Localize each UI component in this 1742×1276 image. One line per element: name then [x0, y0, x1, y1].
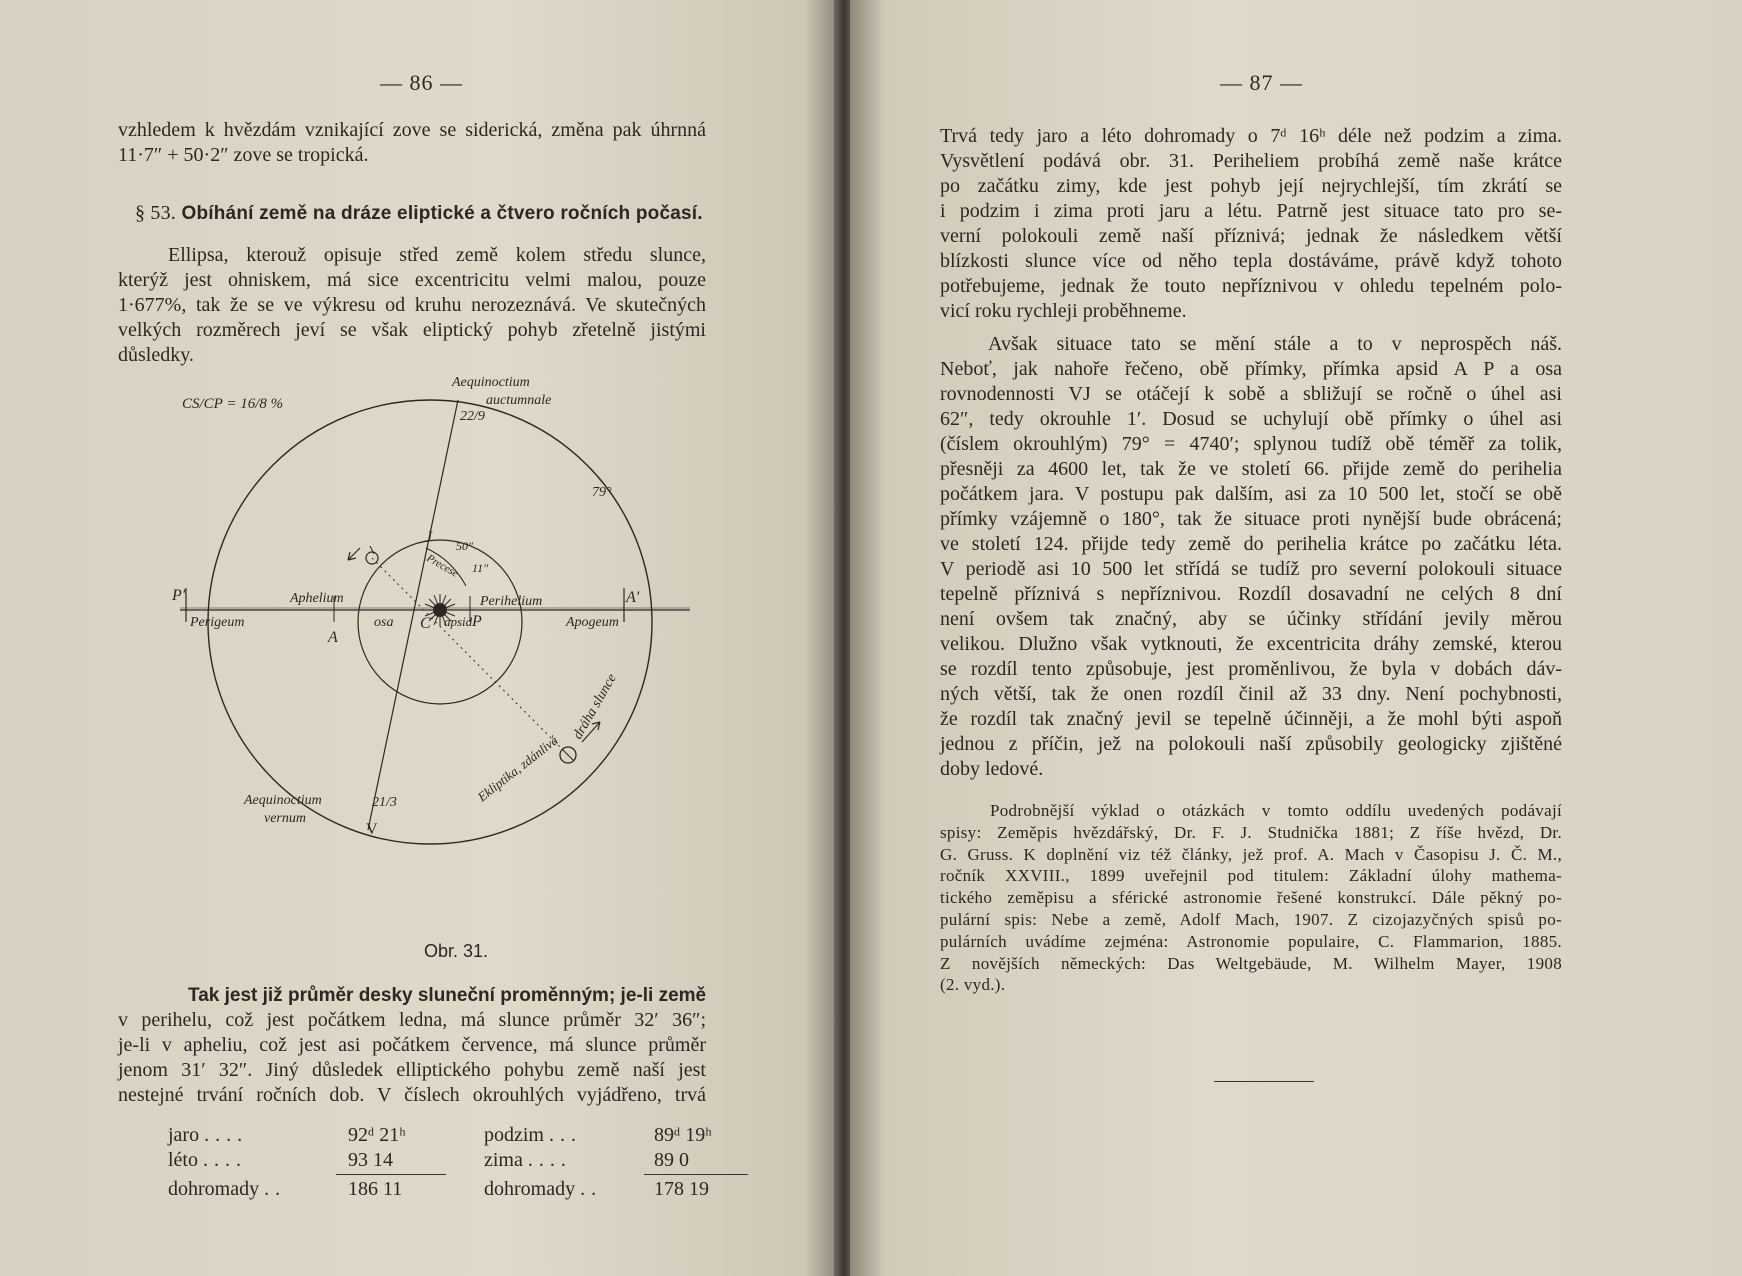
- text-line: (2. vyd.).: [940, 975, 1006, 995]
- text-line: důsledky.: [118, 344, 194, 366]
- text-line: rovnodennosti VJ se otáčejí k sobě a sbližují se ročně o úhel asi: [940, 383, 1562, 405]
- right-page: [850, 0, 1742, 1276]
- label-perigeum: Perigeum: [190, 615, 245, 630]
- text-line: potřebujeme, jednak že touto nepříznivou v ohledu tepelném polo-: [940, 275, 1562, 297]
- label-ekliptika: Ekliptika, zdánlivá: [474, 732, 561, 805]
- text-line: po začátku zimy, kde jest pohyb její nejrychlejší, tím zkrátí se: [940, 175, 1562, 197]
- end-rule: [1214, 1081, 1314, 1082]
- motion-arrow-icon: [348, 548, 360, 560]
- sum-rule: [644, 1174, 748, 1175]
- label-osa: osa: [374, 615, 394, 630]
- text-line: blízkosti slunce více od něho tepla dostáváme, právě když tohoto: [940, 250, 1562, 272]
- text-line: vicí roku rychleji proběhneme.: [940, 300, 1187, 322]
- text-line: i podzim i zima proti jaru a létu. Patrně jest situace tato pro se-: [940, 200, 1562, 222]
- text-line: velkých rozměrech jeví se však eliptický pohyb zřetelně jistými: [118, 319, 706, 341]
- text-line: Trvá tedy jaro a léto dohromady o 7ᵈ 16ʰ déle než podzim a zima.: [940, 125, 1562, 147]
- text-line: přímky vzájemně o 180°, tak že situace proti nynější bude obrácená;: [940, 508, 1562, 530]
- table-row: [484, 1149, 572, 1172]
- label-V: V: [366, 821, 378, 838]
- text-line: jednou z příčin, jež na polokouli naší způsobily geologicky zjištěné: [940, 733, 1562, 755]
- label-50: 50″: [456, 539, 473, 553]
- label-precese: Precese: [424, 552, 461, 580]
- season-table: [168, 1124, 748, 1224]
- text-line: 62″, tedy okrouhle 1′. Dosud se uchylují obě přímky o úhel asi: [940, 408, 1562, 430]
- section-mark: § 53.: [135, 202, 176, 224]
- text-line: doby ledové.: [940, 758, 1044, 780]
- table-row: [484, 1124, 582, 1147]
- section-heading: [135, 202, 703, 225]
- table-value: 89 0: [654, 1149, 689, 1171]
- text-line: G. Gruss. K doplnění viz též články, jež prof. A. Mach v Časopisu J. Č. M.,: [940, 844, 1562, 864]
- text-line: Podrobnější výklad o otázkách v tomto oddílu uvedených podávají: [990, 801, 1562, 820]
- page-number-left: — 86 —: [380, 70, 463, 95]
- label-aequinoctium-autumn: Aequinoctium: [452, 375, 530, 390]
- label-C: C: [420, 615, 431, 632]
- text-line: spisy: Zeměpis hvězdářský, Dr. F. J. Studnička 1881; Z říše hvězd, Dr.: [940, 822, 1562, 842]
- text-line: (číslem okrouhlým) 79° = 4740′; splynou tudíž obě téměř za tolik,: [940, 433, 1562, 455]
- text-line: pulárních uvádíme zejména: Astronomie populaire, C. Flammarion, 1885.: [940, 931, 1562, 951]
- text-line: počátkem jara. V postupu pak dalším, asi za 10 500 let, stočí se obě: [940, 483, 1562, 505]
- leader-dots: ...: [549, 1124, 582, 1146]
- label-P-prime: P': [172, 587, 186, 604]
- text-line: 1·677%, tak že se ve výkresu od kruhu nerozeznává. Ve skutečných: [118, 294, 706, 316]
- label-apogeum: Apogeum: [566, 615, 619, 630]
- text-line: vzhledem k hvězdám vznikající zove se siderická, změna pak úhrnná: [118, 119, 706, 141]
- text-line: v perihelu, což jest počátkem ledna, má slunce průměr 32′ 36″;: [118, 1009, 706, 1031]
- text-line: že rozdíl tak značný jevil se tepelně účinněji, a že mohl býti aspoň: [940, 708, 1562, 730]
- text-line: Avšak situace tato se mění stále a to v neprospěch náš.: [988, 333, 1562, 355]
- label-apsid: apsid: [444, 614, 473, 629]
- text-line: Z novějších německých: Das Weltgebäude, M. Wilhelm Mayer, 1908: [940, 953, 1562, 973]
- bibliography-note: [940, 800, 1562, 996]
- season-label: zima: [484, 1149, 523, 1171]
- text-line: Ellipsa, kterouž opisuje střed země kolem středu slunce,: [168, 244, 706, 266]
- text-line: V periodě asi 10 500 let střídá se tudíž pro severní polokouli situace: [940, 558, 1562, 580]
- text-line: se rozdíl tento způsobuje, jest proměnlivou, že byla v dobách dáv-: [940, 658, 1562, 680]
- ratio-label: CS/CP = 16/8 %: [182, 396, 284, 412]
- earth-icon: [560, 747, 576, 763]
- label-aphelium: Aphelium: [290, 591, 344, 606]
- text-line: ve století 124. přijde tedy země do perihelia krátce po začátku léta.: [940, 533, 1562, 555]
- paragraph: [118, 243, 706, 368]
- section-title: Obíhání země na dráze eliptické a čtvero ročních počasí.: [181, 203, 703, 224]
- leader-dots: ..: [580, 1178, 603, 1200]
- leader-dots: ....: [527, 1149, 572, 1171]
- table-value: 89ᵈ 19ʰ: [654, 1124, 712, 1146]
- text-line: není ovšem tak značný, aby se účinky střídání jevily měrou: [940, 608, 1562, 630]
- label-perihelium: Perihelium: [480, 594, 543, 609]
- table-value: 92ᵈ 21ʰ: [348, 1124, 406, 1146]
- text-line: je-li v apheliu, což jest asi počátkem července, má slunce průměr: [118, 1034, 706, 1056]
- table-value: 178 19: [654, 1178, 709, 1200]
- season-label: dohromady: [168, 1178, 260, 1200]
- text-line: 11·7″ + 50·2″ zove se tropická.: [118, 144, 369, 166]
- label-aequinoctium-vernal: Aequinoctium: [244, 793, 322, 808]
- leader-dots: ....: [203, 1149, 247, 1171]
- page-number-right: — 87 —: [1220, 70, 1303, 95]
- season-label: léto: [168, 1149, 198, 1171]
- text-line: pulární spis: Nebe a země, Adolf Mach, 1907. Z cizojazyčných spisů po-: [940, 909, 1562, 929]
- orbit-diagram: [172, 375, 730, 930]
- label-frac-bottom: 21/3: [372, 795, 397, 810]
- sum-rule: [336, 1174, 446, 1175]
- ecliptic-dotted-line: [372, 558, 568, 755]
- text-line: Tak jest již průměr desky sluneční proměnným; je-li země: [188, 985, 707, 1006]
- text-line: jenom 31′ 32″. Jiný důsledek elliptického pohybu země naší jest: [118, 1059, 706, 1081]
- text-line: přesněji za 4600 let, tak že ve století 66. přijde země do perihelia: [940, 458, 1562, 480]
- label-P: P: [472, 613, 482, 630]
- season-label: podzim: [484, 1124, 544, 1146]
- label-79-deg: 79°: [592, 485, 612, 500]
- text-line: velikou. Dlužno však vytknouti, že excentricita dráhy zemské, kterou: [940, 633, 1562, 655]
- table-row: [168, 1149, 247, 1172]
- label-A: A: [328, 629, 338, 646]
- label-11: 11″: [472, 561, 489, 575]
- leader-dots: ..: [264, 1178, 287, 1200]
- paragraph: [940, 332, 1562, 782]
- text-line: nestejné trvání ročních dob. V číslech okrouhlých vyjádřeno, trvá: [118, 1084, 706, 1106]
- text-line: tepelně příznivá s nepříznivou. Rozdíl dosavadní ne celých 8 dní: [940, 583, 1562, 605]
- label-auctumnale: auctumnale: [486, 393, 552, 408]
- figure-caption: Obr. 31.: [424, 941, 489, 961]
- text-line: ročník XXVIII., 1899 uveřejnil pod titulem: Základní úlohy mathema-: [940, 866, 1562, 886]
- left-page: [0, 0, 838, 1276]
- season-label: jaro: [168, 1124, 200, 1146]
- label-vernum: vernum: [264, 811, 306, 826]
- text-line: tického zeměpisu a sférické astronomie řešené konstrukcí. Dále pěkný po-: [940, 888, 1562, 908]
- label-frac-top: 22/9: [460, 409, 485, 424]
- text-line: Vysvětlení podává obr. 31. Periheliem probíhá země naše krátce: [940, 150, 1562, 172]
- intro-text: [118, 118, 706, 168]
- leader-dots: ....: [204, 1124, 249, 1146]
- text-line: kterýž jest ohniskem, má sice excentricitu velmi malou, pouze: [118, 269, 706, 291]
- label-J: J: [425, 529, 433, 546]
- text-line: ných větší, tak že onen rozdíl činil až 33 dny. Není pochybnosti,: [940, 683, 1562, 705]
- season-label: dohromady: [484, 1178, 576, 1200]
- text-line: verní polokouli země naší příznivá; jednak že následkem větší: [940, 225, 1562, 247]
- table-row: [168, 1124, 248, 1147]
- text-line: Neboť, jak nahoře řečeno, obě přímky, přímka apsid A P a osa: [940, 358, 1562, 380]
- table-row: [168, 1178, 286, 1201]
- table-value: 93 14: [348, 1149, 393, 1171]
- paragraph: [940, 124, 1562, 324]
- table-value: 186 11: [348, 1178, 403, 1200]
- earth-icon: [366, 546, 378, 564]
- label-draha-slunce: dráha slunce: [570, 671, 620, 742]
- table-row: [484, 1178, 602, 1201]
- label-A-prime: A': [626, 589, 640, 606]
- paragraph: [118, 983, 706, 1108]
